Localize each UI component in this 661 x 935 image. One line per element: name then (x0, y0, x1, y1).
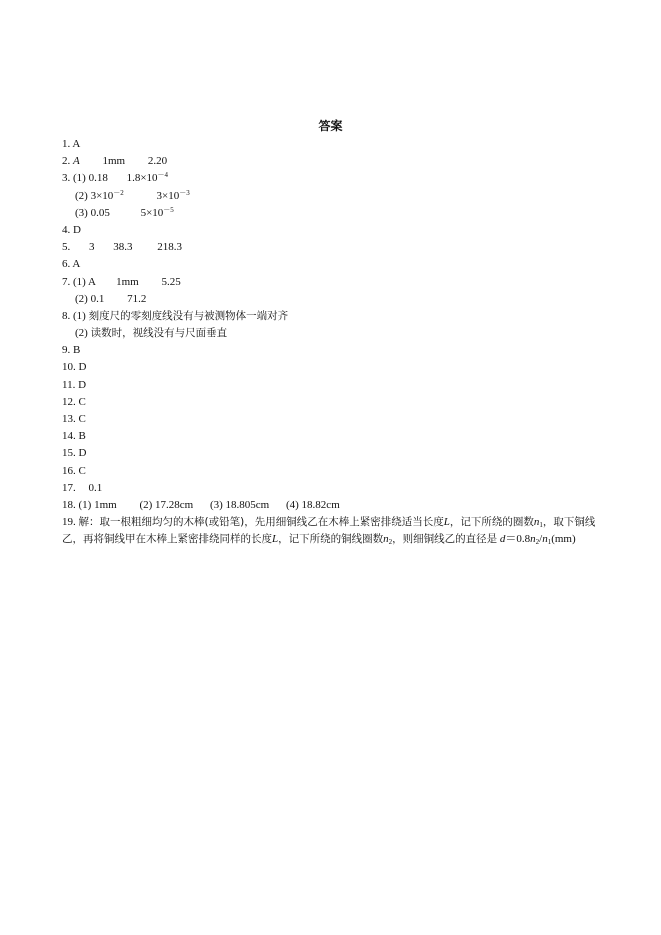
answer-7-1: 7. (1) A 1mm 5.25 (62, 275, 181, 288)
answer-9: 9. B (62, 344, 81, 357)
answer-8-1: 8. (1) 刻度尺的零刻度线没有与被测物体一端对齐 (62, 309, 289, 322)
answer-11: 11. D (62, 378, 87, 391)
answer-19: 19. 解：取一根粗细均匀的木棒(或铅笔)，先用细铜线乙在木棒上紧密排绕适当长度L，记下所绕的圈数$n_1$，取下铜线乙，再将铜线甲在木棒上紧密排绕同样的长度L，记下所绕的铜线圈数$n_2$，则细铜线乙的直径是 $d=0.8n_2/n_1(mm)$ (62, 516, 596, 547)
answer-13: 13. C (62, 413, 86, 425)
answer-5: 5. 3 38.3 218.3 (62, 241, 182, 254)
answer-3-1: 3. (1) 0.18 $1.8\times 10^{-4}$ (62, 171, 169, 185)
answer-15: 15. D (62, 447, 87, 460)
answer-1: 1. A (62, 138, 81, 150)
answer-18: 18. (1) 1mm (2) 17.28cm (3) 18.805cm (4) 18.82cm (62, 498, 340, 511)
answer-17: 17. 0.1 (62, 481, 103, 494)
answer-14: 14. B (62, 430, 86, 443)
answer-7-2: (2) 0.1 71.2 (75, 292, 147, 305)
answer-8-2: (2) 读数时，视线没有与尺面垂直 (75, 327, 228, 340)
answer-4: 4. D (62, 223, 81, 236)
answer-list (62, 136, 622, 548)
answer-12: 12. C (62, 395, 86, 408)
answer-2: 2. A 1mm 2.20 (62, 155, 168, 168)
answer-10: 10. D (62, 361, 87, 374)
answer-3-3: (3) 0.05 $5\times 10^{-5}$ (75, 205, 174, 219)
answer-6: 6. A (62, 258, 81, 271)
answer-16: 16. C (62, 464, 86, 477)
page-title: 答案 (318, 119, 343, 133)
answer-3-2: (2) $3\times 10^{-2}$ $3\times 10^{-3}$ (75, 188, 190, 202)
